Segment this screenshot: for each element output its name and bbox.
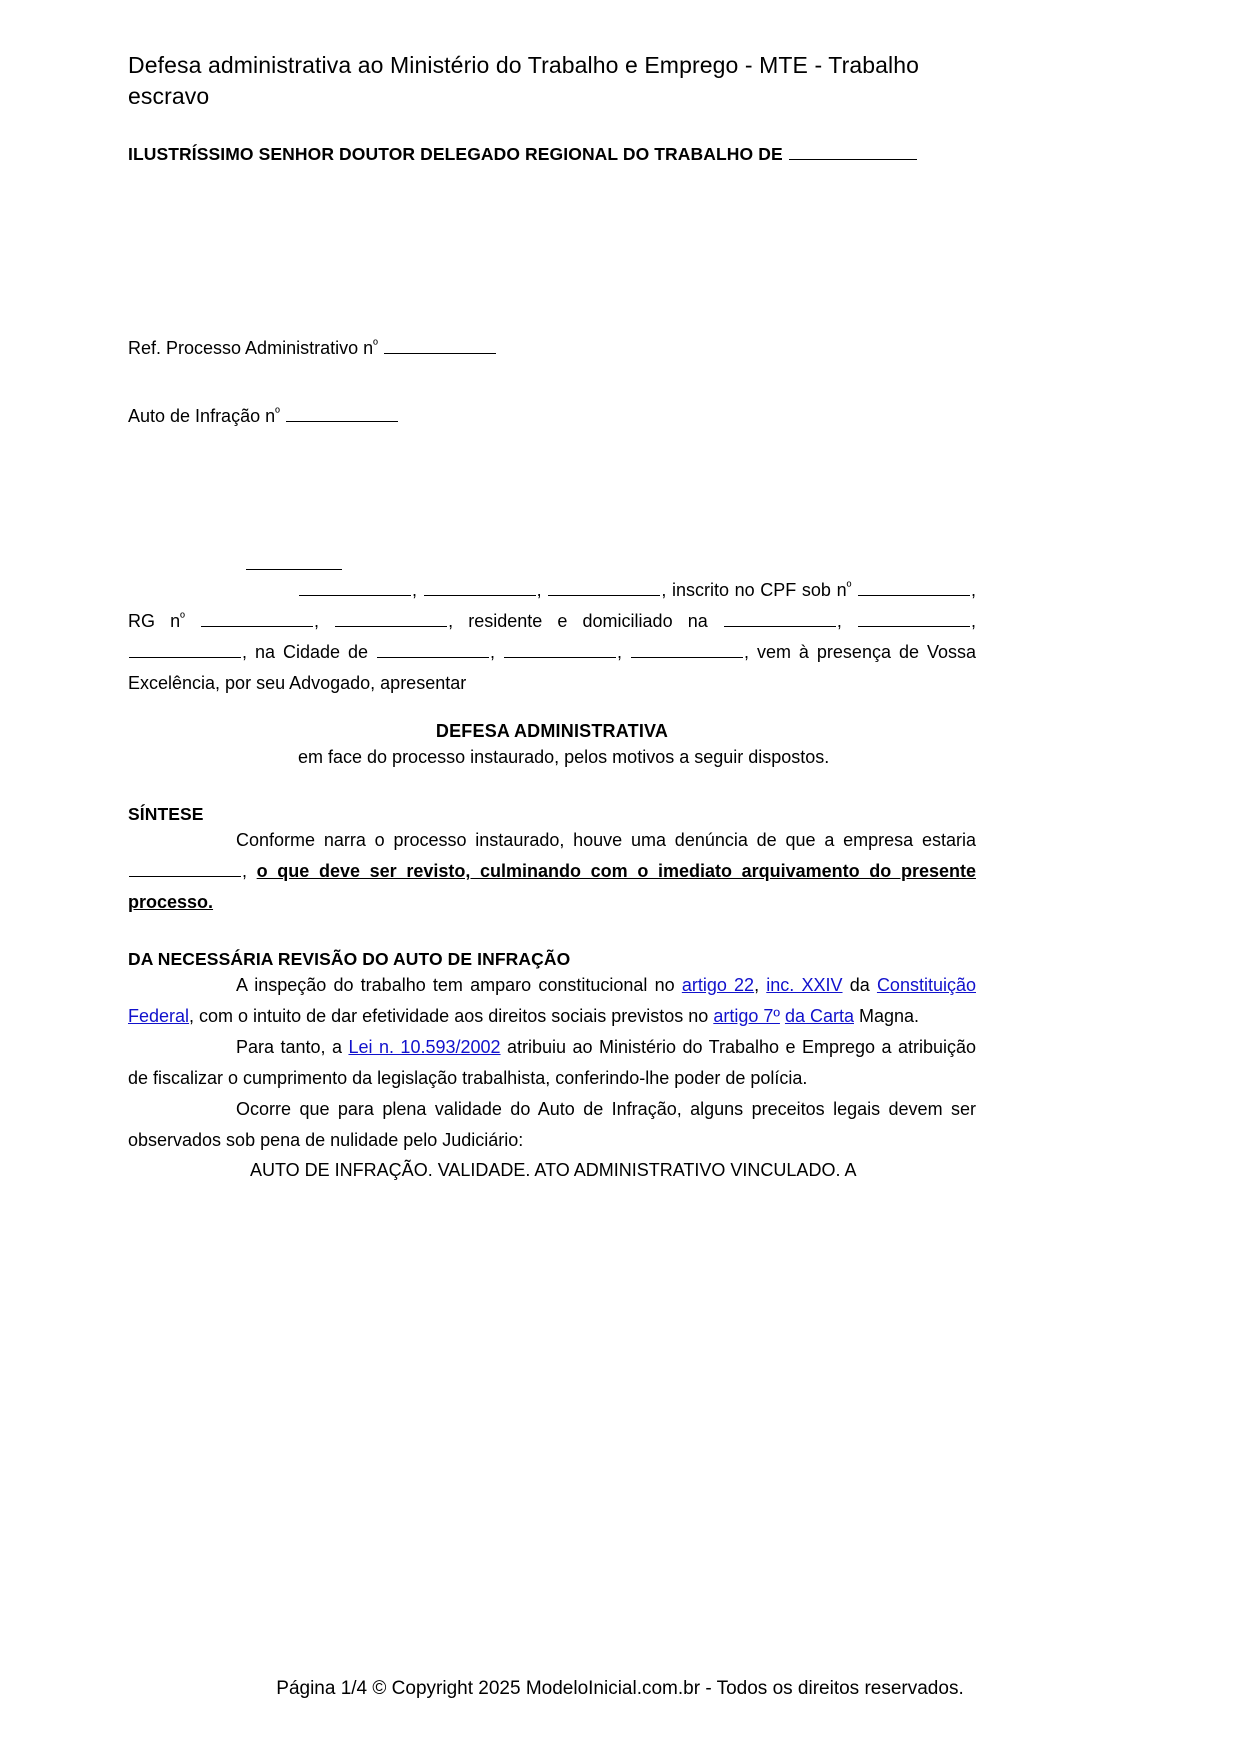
ref-processo-label: Ref. Processo Administrativo n	[128, 337, 374, 358]
address-district-blank[interactable]	[129, 641, 241, 659]
link-artigo-22[interactable]: artigo 22	[681, 974, 755, 995]
zip-blank[interactable]	[631, 641, 743, 659]
party-name-blank[interactable]	[299, 579, 411, 597]
revisao-heading: DA NECESSÁRIA REVISÃO DO AUTO DE INFRAÇÃO	[128, 948, 571, 969]
qualification-text: , na Cidade de	[242, 642, 376, 663]
sintese-paragraph	[128, 825, 976, 918]
sintese-heading: SÍNTESE	[128, 803, 204, 824]
address-number-blank[interactable]	[858, 610, 970, 628]
party-status-blank[interactable]	[548, 579, 660, 597]
qualification-text: ,	[412, 580, 423, 601]
qualification-text: , vem à presença de Vossa Excelência, por seu Advogado, apresentar	[128, 642, 976, 693]
paragraph-text: , com o intuito de dar efetividade aos direitos sociais previstos no	[189, 1005, 714, 1026]
state-blank[interactable]	[504, 641, 616, 659]
qualification-text: ,	[616, 642, 630, 663]
qualification-text: ,	[490, 642, 503, 663]
ordinal-mark: º	[275, 404, 280, 420]
sintese-lead-text: Conforme narra o processo instaurado, houve uma denúncia de que a empresa estaria	[236, 829, 976, 850]
qualification-text: ,	[536, 580, 548, 601]
link-da-carta[interactable]: da Carta	[784, 1005, 854, 1026]
paragraph-text: da	[842, 974, 877, 995]
party-nationality-blank[interactable]	[424, 579, 536, 597]
auto-infracao-line	[128, 403, 976, 430]
lei-paragraph	[128, 1032, 976, 1094]
signatory-blank-row	[128, 553, 976, 576]
ocorre-paragraph: Ocorre que para plena validade do Auto de Infração, alguns preceitos legais devem ser observados sob pena de nulidade pelo Judiciário:	[128, 1098, 976, 1150]
link-constituicao-federal[interactable]: Constituição Federal	[128, 974, 976, 1026]
qualification-text: , RG n	[128, 580, 976, 632]
link-artigo-7[interactable]: artigo 7º	[713, 1005, 780, 1026]
auto-infracao-label: Auto de Infração n	[128, 405, 276, 426]
addressee-heading	[128, 142, 976, 167]
ordinal-mark: º	[180, 609, 185, 625]
qualification-text: ,	[314, 611, 335, 632]
paragraph-text: atribuiu ao Ministério do Trabalho e Emprego a atribuição de fiscalizar o cumprimento da legislação trabalhista, conferindo-lhe poder de polícia.	[128, 1036, 976, 1088]
signatory-blank[interactable]	[246, 553, 342, 571]
rg-issuer-blank[interactable]	[335, 610, 447, 628]
quote-paragraph: AUTO DE INFRAÇÃO. VALIDADE. ATO ADMINISTRATIVO VINCULADO. A	[250, 1160, 857, 1181]
addressee-blank[interactable]	[789, 143, 917, 160]
inspecao-paragraph	[128, 970, 976, 1032]
cpf-blank[interactable]	[858, 579, 970, 597]
ref-processo-line	[128, 335, 976, 362]
auto-infracao-blank[interactable]	[286, 404, 398, 422]
qualification-text: ,	[836, 611, 857, 632]
rg-blank[interactable]	[201, 610, 313, 628]
qualification-paragraph	[128, 575, 976, 699]
page-footer: Página 1/4 © Copyright 2025 ModeloInicial.com.br - Todos os direitos reservados.	[276, 1678, 964, 1699]
city-blank[interactable]	[377, 641, 489, 659]
paragraph-text: Para tanto, a	[236, 1036, 349, 1057]
addressee-text: ILUSTRÍSSIMO SENHOR DOUTOR DELEGADO REGIONAL DO TRABALHO DE	[128, 144, 783, 165]
document-body	[128, 0, 976, 1186]
ordinal-mark: º	[846, 578, 852, 594]
defesa-heading: DEFESA ADMINISTRATIVA	[435, 720, 669, 741]
sintese-separator: ,	[242, 860, 257, 881]
qualification-text: ,	[970, 611, 976, 632]
paragraph-text: Magna.	[854, 1005, 920, 1026]
paragraph-text: ,	[754, 974, 767, 995]
qualification-text: , residente e domiciliado na	[448, 611, 723, 632]
defesa-subtitle: em face do processo instaurado, pelos motivos a seguir dispostos.	[298, 746, 830, 767]
paragraph-text: A inspeção do trabalho tem amparo constitucional no	[236, 974, 682, 995]
sintese-blank[interactable]	[129, 859, 241, 877]
ordinal-mark: º	[373, 336, 378, 352]
sintese-emphasis: o que deve ser revisto, culminando com o imediato arquivamento do presente processo.	[128, 860, 976, 912]
ref-processo-blank[interactable]	[384, 336, 496, 354]
qualification-text: , inscrito no CPF sob n	[661, 580, 847, 601]
link-lei-10593[interactable]: Lei n. 10.593/2002	[348, 1036, 501, 1057]
link-inc-xxiv[interactable]: inc. XXIV	[766, 974, 843, 995]
document-title: Defesa administrativa ao Ministério do Trabalho e Emprego - MTE - Trabalho escravo	[128, 52, 920, 110]
address-street-blank[interactable]	[724, 610, 836, 628]
